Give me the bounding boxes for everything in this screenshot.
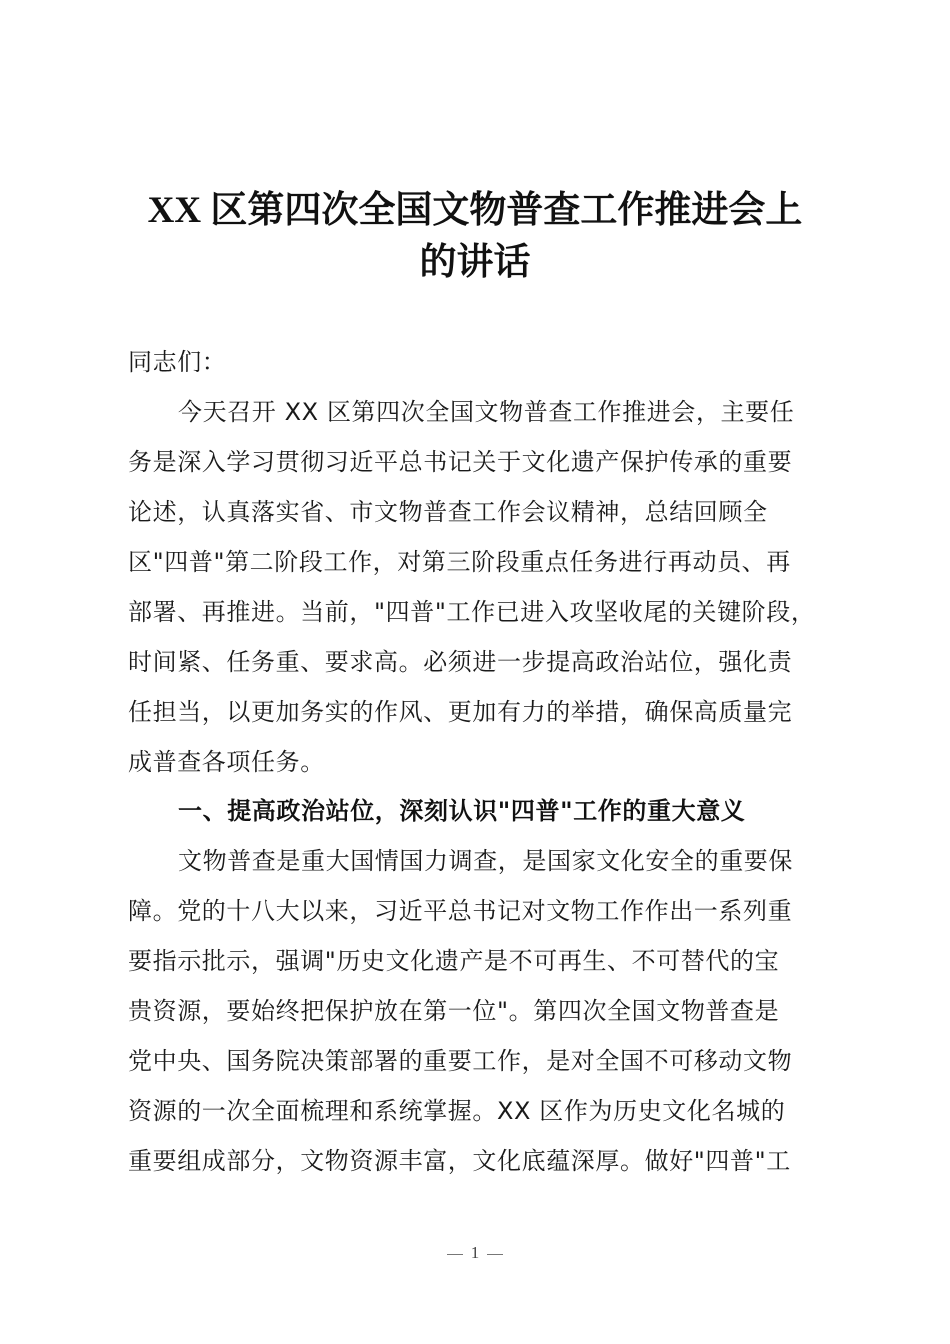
footer-dash-right xyxy=(487,1254,503,1255)
paragraph-line: 时间紧、任务重、要求高。必须进一步提高政治站位，强化责 xyxy=(128,648,793,676)
paragraph-line: 今天召开 XX 区第四次全国文物普查工作推进会，主要任 xyxy=(178,398,795,426)
salutation: 同志们： xyxy=(128,348,227,376)
paragraph-line: 重要组成部分，文物资源丰富，文化底蕴深厚。做好"四普"工 xyxy=(128,1147,791,1175)
paragraph-line: 要指示批示，强调"历史文化遗产是不可再生、不可替代的宝 xyxy=(128,947,780,975)
document-title-line-2: 的讲话 xyxy=(419,242,531,283)
section-heading: 一、提高政治站位，深刻认识"四普"工作的重大意义 xyxy=(178,797,746,825)
paragraph-line: 任担当，以更加务实的作风、更加有力的举措，确保高质量完 xyxy=(128,698,793,726)
paragraph-line: 贵资源，要始终把保护放在第一位"。第四次全国文物普查是 xyxy=(128,997,780,1025)
document-title-line-1: XX 区第四次全国文物普查工作推进会上 xyxy=(147,190,803,231)
footer-dash-left xyxy=(447,1254,463,1255)
paragraph-line: 障。党的十八大以来，习近平总书记对文物工作作出一系列重 xyxy=(128,897,793,925)
paragraph-line: 论述，认真落实省、市文物普查工作会议精神，总结回顾全 xyxy=(128,498,768,526)
page-footer xyxy=(0,1243,950,1263)
paragraph-line: 成普查各项任务。 xyxy=(128,748,325,776)
paragraph-line: 区"四普"第二阶段工作，对第三阶段重点任务进行再动员、再 xyxy=(128,548,791,576)
paragraph-line: 部署、再推进。当前，"四普"工作已进入攻坚收尾的关键阶段， xyxy=(128,598,816,626)
paragraph-line: 文物普查是重大国情国力调查，是国家文化安全的重要保 xyxy=(178,847,793,875)
page-number: 1 xyxy=(470,1243,480,1262)
paragraph-line: 资源的一次全面梳理和系统掌握。XX 区作为历史文化名城的 xyxy=(128,1097,786,1125)
paragraph-line: 务是深入学习贯彻习近平总书记关于文化遗产保护传承的重要 xyxy=(128,448,793,476)
paragraph-line: 党中央、国务院决策部署的重要工作，是对全国不可移动文物 xyxy=(128,1047,793,1075)
